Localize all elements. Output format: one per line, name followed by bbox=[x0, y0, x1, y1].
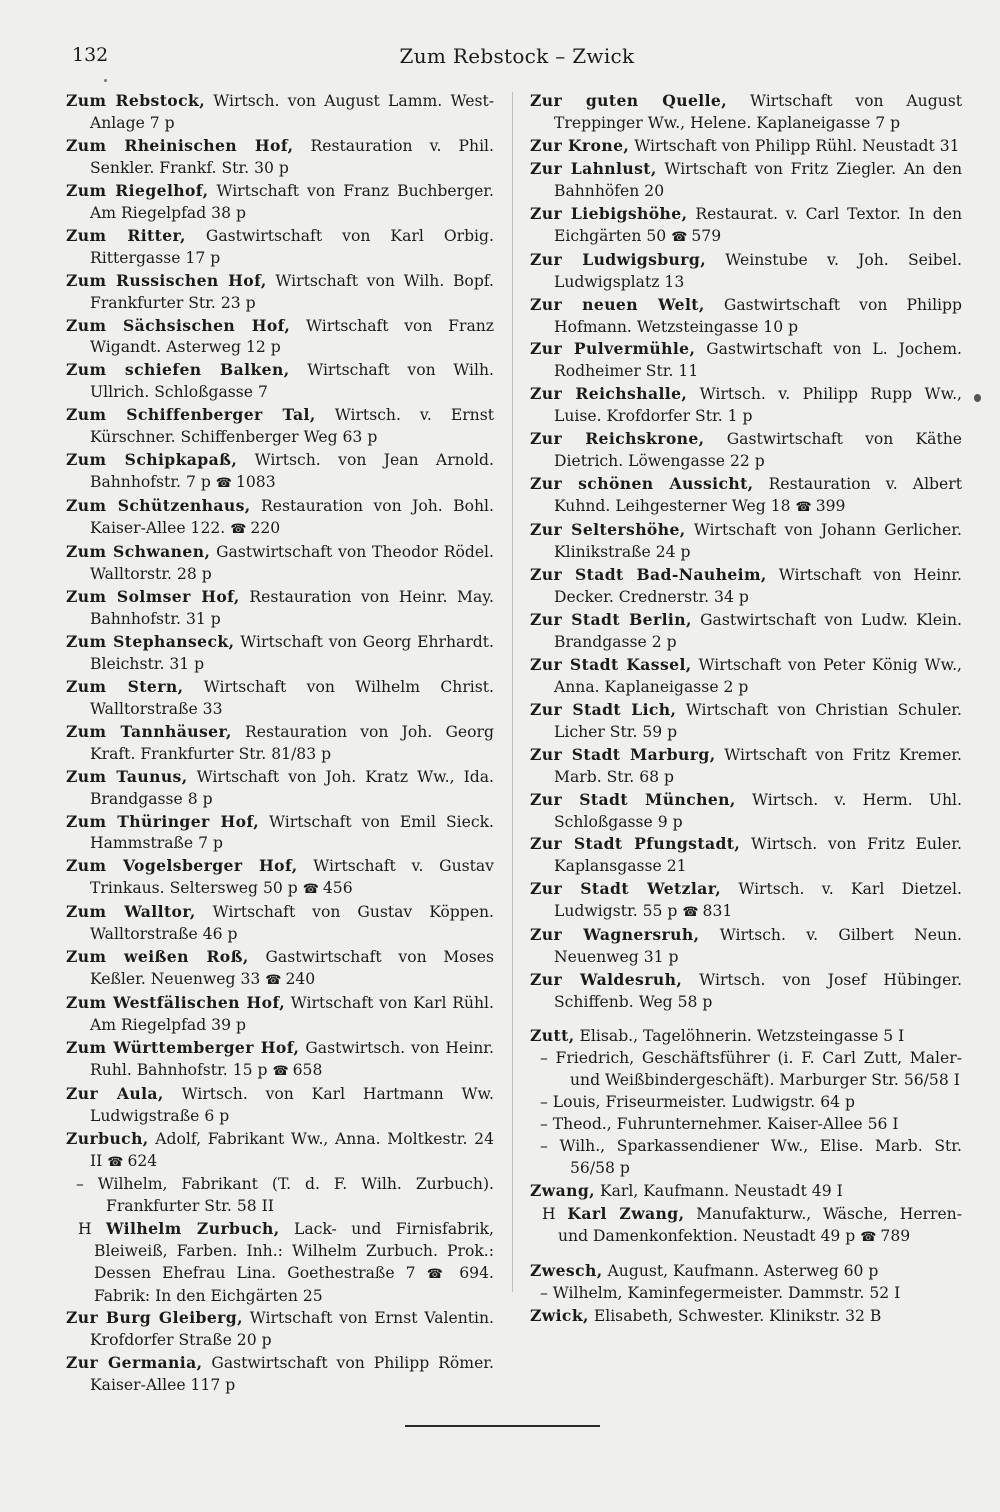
entry-text: Wirtschaft von August Treppinger Ww., Helene. Kaplaneigasse 7 p bbox=[554, 92, 963, 132]
entry-name: Zum Westfälischen Hof, bbox=[66, 993, 286, 1013]
print-speck bbox=[104, 79, 107, 82]
entry-text: Wirtsch. v. Gilbert Neun. Neuenweg 31 p bbox=[554, 926, 962, 967]
entry-name: Zum Stern, bbox=[66, 676, 184, 696]
directory-entry bbox=[530, 203, 962, 249]
entry-name: Zum Schipkapaß, bbox=[66, 450, 238, 470]
entry-text: Wirtsch. von Josef Hübinger. Schiffenb. Weg 58 p bbox=[554, 971, 962, 1012]
directory-entry bbox=[530, 744, 962, 789]
entry-text: Gastwirtschaft von Moses Keßler. Neuenweg 33 bbox=[90, 948, 495, 989]
directory-entry bbox=[530, 249, 962, 294]
directory-entry bbox=[66, 449, 494, 495]
directory-entry bbox=[66, 766, 494, 811]
directory-entry bbox=[530, 609, 962, 654]
directory-entry bbox=[530, 878, 962, 924]
directory-entry bbox=[530, 699, 962, 744]
entry-name: Zur Aula, bbox=[66, 1083, 164, 1103]
entry-text: Restauration von Joh. Bohl. Kaiser-Allee 122. bbox=[90, 497, 494, 538]
directory-entry bbox=[66, 855, 494, 901]
directory-entry bbox=[66, 811, 494, 856]
entry-name: Zum Tannhäuser, bbox=[66, 721, 232, 741]
entry-text: Gastwirtsch. von Heinr. Ruhl. Bahnhofstr. 15 p bbox=[90, 1039, 494, 1079]
entry-name: Zwesch, bbox=[530, 1260, 603, 1280]
entry-text: Gastwirtschaft von Käthe Dietrich. Löwengasse 22 p bbox=[554, 430, 962, 471]
entry-name: Zur guten Quelle, bbox=[530, 91, 728, 110]
telephone-number: 624 bbox=[127, 1151, 158, 1170]
ink-spot bbox=[974, 394, 981, 402]
entry-name: Zum Schwanen, bbox=[66, 542, 211, 562]
directory-entry bbox=[530, 833, 962, 878]
entry-text: Wirtschaft von Ernst Valentin. Krofdorfer Straße 20 p bbox=[90, 1309, 494, 1350]
entry-text: Wirtschaft von Philipp Rühl. Neustadt 31 bbox=[634, 136, 960, 155]
entry-name: Zur Lahnlust, bbox=[530, 158, 657, 178]
entry-name: Zum weißen Roß, bbox=[66, 947, 249, 967]
directory-entry bbox=[530, 1136, 962, 1180]
entry-text: Gastwirtschaft von Karl Orbig. Rittergasse 17 p bbox=[90, 226, 494, 267]
directory-entry bbox=[530, 1048, 962, 1092]
entry-text-extra: Fabrik: In den Eichgärten 25 bbox=[94, 1286, 323, 1305]
entry-text: – Friedrich, Geschäftsführer (i. F. Carl Zutt, Maler- und Weißbindergeschäft). Marburger Str. 56/58 I bbox=[540, 1049, 962, 1089]
telephone-icon: ☎ bbox=[215, 476, 231, 492]
directory-entry bbox=[530, 428, 962, 473]
directory-entry bbox=[530, 1305, 962, 1328]
directory-entry bbox=[66, 495, 494, 541]
entry-text: Wirtschaft von Emil Sieck. Hammstraße 7 p bbox=[90, 812, 494, 853]
telephone-icon: ☎ bbox=[426, 1266, 449, 1282]
directory-entry bbox=[530, 1180, 962, 1203]
directory-entry bbox=[530, 158, 962, 203]
entry-text: Gastwirtschaft von Philipp Hofmann. Wetzsteingasse 10 p bbox=[554, 295, 963, 336]
entry-text: Karl, Kaufmann. Neustadt 49 I bbox=[599, 1181, 843, 1200]
entry-name: Zur schönen Aussicht, bbox=[530, 474, 754, 494]
entry-name: Zur Stadt Pfungstadt, bbox=[530, 834, 741, 854]
entry-name: Zur Liebigshöhe, bbox=[530, 203, 688, 223]
directory-entry bbox=[66, 586, 494, 631]
telephone-icon: ☎ bbox=[795, 500, 811, 516]
entry-name: Zur Stadt Bad-Nauheim, bbox=[530, 565, 767, 585]
left-column bbox=[66, 90, 494, 1397]
entry-name: Zum Württemberger Hof, bbox=[66, 1038, 300, 1058]
directory-entry bbox=[530, 789, 962, 834]
entry-name: Zum Schiffenberger Tal, bbox=[66, 405, 316, 425]
entry-text: Wirtsch. v. Herm. Uhl. Schloßgasse 9 p bbox=[554, 790, 963, 831]
entry-name: Zum Rebstock, bbox=[66, 91, 206, 110]
entry-text: Gastwirtschaft von Philipp Römer. Kaiser-Allee 117 p bbox=[90, 1354, 494, 1395]
entry-text: Wirtschaft von Heinr. Decker. Crednerstr. 34 p bbox=[554, 566, 962, 606]
entry-text: Wirtschaft von Gustav Köppen. Walltorstraße 46 p bbox=[90, 903, 495, 944]
directory-entry bbox=[66, 1352, 494, 1397]
directory-entry bbox=[530, 1025, 962, 1048]
entry-text: – Wilhelm, Kaminfegermeister. Dammstr. 52 I bbox=[540, 1283, 901, 1302]
entry-name: Zurbuch, bbox=[66, 1128, 149, 1148]
entry-name: Zur Seltershöhe, bbox=[530, 520, 686, 540]
entry-text: Wirtschaft von Wilhelm Christ. Walltorstraße 33 bbox=[90, 677, 494, 718]
entry-text: Wirtschaft von Fritz Ziegler. An den Bahnhöfen 20 bbox=[554, 159, 962, 200]
telephone-number: 694. bbox=[459, 1263, 494, 1282]
directory-entry bbox=[530, 519, 962, 564]
directory-entry bbox=[66, 1128, 494, 1174]
directory-entry bbox=[66, 315, 494, 360]
firm-marker: H bbox=[542, 1204, 556, 1223]
entry-name: Zur Waldesruh, bbox=[530, 970, 683, 990]
directory-entry bbox=[66, 1218, 494, 1308]
telephone-number: 658 bbox=[292, 1060, 323, 1079]
directory-entry bbox=[66, 180, 494, 225]
directory-entry bbox=[530, 924, 962, 969]
entry-text: Lack- und Firnisfabrik, Bleiweiß, Farben. Inh.: Wilhelm Zurbuch. Prok.: Dessen Ehefrau Lina. Goethestraße 7 bbox=[94, 1219, 494, 1282]
entry-text: – Wilhelm, Fabrikant (T. d. F. Wilh. Zurbuch). Frankfurter Str. 58 II bbox=[76, 1174, 494, 1215]
entry-name: Zur Reichshalle, bbox=[530, 384, 688, 404]
entry-name: Zur Wagnersruh, bbox=[530, 925, 700, 945]
entry-text: Wirtschaft v. Gustav Trinkaus. Seltersweg 50 p bbox=[90, 857, 494, 898]
directory-entry bbox=[530, 1260, 962, 1283]
directory-entry bbox=[530, 564, 962, 609]
telephone-number: 1083 bbox=[235, 473, 276, 492]
telephone-number: 220 bbox=[250, 519, 281, 538]
entry-name: Zur Ludwigsburg, bbox=[530, 249, 707, 269]
entry-name: Karl Zwang, bbox=[567, 1203, 685, 1223]
directory-entry bbox=[530, 473, 962, 519]
telephone-icon: ☎ bbox=[265, 973, 281, 989]
telephone-number: 240 bbox=[285, 970, 316, 989]
telephone-number: 399 bbox=[815, 497, 846, 516]
entry-text: Wirtschaft von Johann Gerlicher. Klinikstraße 24 p bbox=[554, 521, 962, 562]
entry-name: Zur Stadt Lich, bbox=[530, 699, 677, 719]
entry-text: Gastwirtschaft von Ludw. Klein. Brandgasse 2 p bbox=[554, 610, 962, 651]
entry-name: Zum Vogelsberger Hof, bbox=[66, 856, 298, 876]
entry-name: Zum Walltor, bbox=[66, 902, 196, 922]
telephone-icon: ☎ bbox=[302, 882, 318, 898]
entry-text: Wirtschaft von Franz Buchberger. Am Riegelpfad 38 p bbox=[90, 181, 494, 222]
directory-entry bbox=[530, 654, 962, 699]
directory-entry bbox=[66, 1307, 494, 1352]
entry-name: Zwang, bbox=[530, 1180, 595, 1200]
telephone-icon: ☎ bbox=[272, 1063, 288, 1079]
entry-text: Wirtschaft von Karl Rühl. Am Riegelpfad 39 p bbox=[90, 994, 494, 1035]
directory-entry bbox=[66, 1083, 494, 1128]
entry-text: Elisabeth, Schwester. Klinikstr. 32 B bbox=[593, 1306, 882, 1325]
entry-name: Zur Stadt München, bbox=[530, 789, 736, 809]
directory-entry bbox=[66, 721, 494, 766]
directory-entry bbox=[66, 135, 494, 180]
entry-text: Wirtsch. v. Ernst Kürschner. Schiffenberger Weg 63 p bbox=[90, 406, 494, 447]
entry-text: Restauration von Joh. Georg Kraft. Frankfurter Str. 81/83 p bbox=[90, 722, 494, 763]
directory-entry bbox=[530, 135, 962, 158]
entry-name: Zum Taunus, bbox=[66, 766, 188, 786]
entry-text: August, Kaufmann. Asterweg 60 p bbox=[607, 1261, 879, 1280]
entry-text: – Wilh., Sparkassendiener Ww., Elise. Marb. Str. 56/58 p bbox=[540, 1136, 962, 1177]
telephone-number: 579 bbox=[691, 226, 722, 245]
entry-name: Zur Burg Gleiberg, bbox=[66, 1308, 243, 1328]
telephone-icon: ☎ bbox=[230, 522, 246, 538]
entry-gap bbox=[530, 1249, 962, 1260]
firm-marker: H bbox=[78, 1219, 92, 1238]
entry-name: Zum Rheinischen Hof, bbox=[66, 135, 294, 155]
entry-name: Zum Stephanseck, bbox=[66, 631, 235, 651]
directory-entry bbox=[530, 1114, 962, 1136]
entry-name: Zum Ritter, bbox=[66, 225, 186, 245]
entry-name: Zum Russischen Hof, bbox=[66, 270, 267, 290]
entry-name: Zum schiefen Balken, bbox=[66, 360, 290, 380]
entry-name: Zum Solmser Hof, bbox=[66, 586, 240, 606]
entry-name: Zum Schützenhaus, bbox=[66, 496, 251, 516]
directory-entry bbox=[530, 1203, 962, 1249]
entry-name: Zur Stadt Berlin, bbox=[530, 609, 692, 629]
entry-text: Wirtsch. von Karl Hartmann Ww. Ludwigstraße 6 p bbox=[90, 1084, 494, 1125]
running-title: Zum Rebstock – Zwick bbox=[399, 44, 635, 68]
directory-entry bbox=[66, 541, 494, 586]
entry-name: Zutt, bbox=[530, 1026, 575, 1046]
entry-text: Elisab., Tagelöhnerin. Wetzsteingasse 5 I bbox=[579, 1027, 905, 1046]
entry-name: Zur Stadt Kassel, bbox=[530, 654, 692, 674]
right-column bbox=[530, 90, 962, 1327]
directory-entry bbox=[530, 1092, 962, 1114]
entry-text: Adolf, Fabrikant Ww., Anna. Moltkestr. 24 II bbox=[90, 1129, 494, 1170]
entry-text: Wirtschaft von Christian Schuler. Licher Str. 59 p bbox=[554, 700, 962, 741]
directory-entry bbox=[530, 90, 962, 135]
entry-text: Restaurat. v. Carl Textor. In den Eichgärten 50 bbox=[554, 204, 962, 245]
column-divider bbox=[512, 92, 513, 1292]
directory-entry bbox=[530, 383, 962, 428]
directory-entry bbox=[66, 992, 494, 1037]
entry-text: Manufakturw., Wäsche, Herren- und Damenkonfektion. Neustadt 49 p bbox=[558, 1204, 962, 1245]
directory-entry bbox=[66, 901, 494, 946]
entry-text: Gastwirtschaft von L. Jochem. Rodheimer Str. 11 bbox=[554, 340, 962, 381]
telephone-icon: ☎ bbox=[682, 905, 698, 921]
entry-text: Wirtschaft von Joh. Kratz Ww., Ida. Brandgasse 8 p bbox=[90, 767, 494, 808]
directory-entry bbox=[66, 1037, 494, 1083]
entry-text: Restauration von Heinr. May. Bahnhofstr. 31 p bbox=[90, 587, 494, 628]
entry-name: Wilhelm Zurbuch, bbox=[106, 1218, 280, 1238]
entry-name: Zur Stadt Marburg, bbox=[530, 744, 716, 764]
directory-entry bbox=[66, 1174, 494, 1218]
entry-name: Zur Pulvermühle, bbox=[530, 339, 696, 359]
page-header bbox=[72, 44, 962, 70]
entry-name: Zur Stadt Wetzlar, bbox=[530, 879, 722, 899]
telephone-icon: ☎ bbox=[107, 1154, 123, 1170]
entry-text: Gastwirtschaft von Theodor Rödel. Walltorstr. 28 p bbox=[90, 543, 494, 584]
directory-entry bbox=[66, 90, 494, 135]
entry-text: Wirtsch. von Fritz Euler. Kaplansgasse 21 bbox=[554, 835, 962, 876]
entry-text: Wirtsch. v. Philipp Rupp Ww., Luise. Krofdorfer Str. 1 p bbox=[554, 385, 962, 426]
entry-gap bbox=[530, 1014, 962, 1025]
directory-entry bbox=[66, 270, 494, 315]
entry-name: Zur neuen Welt, bbox=[530, 294, 705, 314]
entry-name: Zur Reichskrone, bbox=[530, 429, 705, 449]
entry-text: Wirtschaft von Peter König Ww., Anna. Kaplaneigasse 2 p bbox=[554, 655, 962, 696]
directory-entry bbox=[66, 631, 494, 676]
entry-name: Zum Thüringer Hof, bbox=[66, 811, 260, 831]
entry-text: Wirtsch. v. Karl Dietzel. Ludwigstr. 55 p bbox=[554, 880, 962, 921]
entry-text: Wirtschaft von Fritz Kremer. Marb. Str. 68 p bbox=[554, 745, 962, 786]
directory-entry bbox=[66, 404, 494, 449]
entry-text: Weinstube v. Joh. Seibel. Ludwigsplatz 13 bbox=[554, 250, 962, 291]
telephone-icon: ☎ bbox=[671, 229, 687, 245]
entry-name: Zum Sächsischen Hof, bbox=[66, 315, 291, 335]
telephone-number: 831 bbox=[702, 902, 733, 921]
entry-text: Wirtschaft von Wilh. Bopf. Frankfurter Str. 23 p bbox=[90, 271, 494, 312]
directory-entry bbox=[66, 946, 494, 992]
entry-name: Zwick, bbox=[530, 1305, 589, 1325]
directory-entry bbox=[530, 969, 962, 1014]
directory-entry bbox=[530, 1283, 962, 1305]
entry-text: Wirtsch. von August Lamm. West-Anlage 7 p bbox=[90, 92, 494, 132]
entry-name: Zur Germania, bbox=[66, 1353, 203, 1373]
telephone-icon: ☎ bbox=[860, 1229, 876, 1245]
directory-entry bbox=[66, 225, 494, 270]
directory-entry bbox=[66, 359, 494, 404]
entry-name: Zum Riegelhof, bbox=[66, 180, 209, 200]
entry-text: Wirtschaft von Georg Ehrhardt. Bleichstr. 31 p bbox=[90, 632, 495, 673]
entry-text: Restauration v. Albert Kuhnd. Leihgesterner Weg 18 bbox=[554, 475, 962, 516]
directory-entry bbox=[66, 676, 494, 721]
entry-name: Zur Krone, bbox=[530, 135, 630, 155]
entry-text: – Louis, Friseurmeister. Ludwigstr. 64 p bbox=[540, 1092, 855, 1111]
entry-text: Wirtschaft von Franz Wigandt. Asterweg 12 p bbox=[90, 316, 495, 357]
entry-text: Wirtschaft von Wilh. Ullrich. Schloßgasse 7 bbox=[90, 361, 494, 402]
entry-text: – Theod., Fuhrunternehmer. Kaiser-Allee 56 I bbox=[540, 1114, 899, 1133]
directory-entry bbox=[530, 294, 962, 339]
telephone-number: 789 bbox=[880, 1226, 911, 1245]
directory-entry bbox=[530, 338, 962, 383]
end-rule bbox=[405, 1425, 600, 1427]
page-number: 132 bbox=[72, 44, 109, 66]
entry-text: Wirtsch. von Jean Arnold. Bahnhofstr. 7 p bbox=[90, 451, 495, 492]
telephone-number: 456 bbox=[322, 879, 353, 898]
entry-text: Restauration v. Phil. Senkler. Frankf. Str. 30 p bbox=[90, 136, 495, 177]
